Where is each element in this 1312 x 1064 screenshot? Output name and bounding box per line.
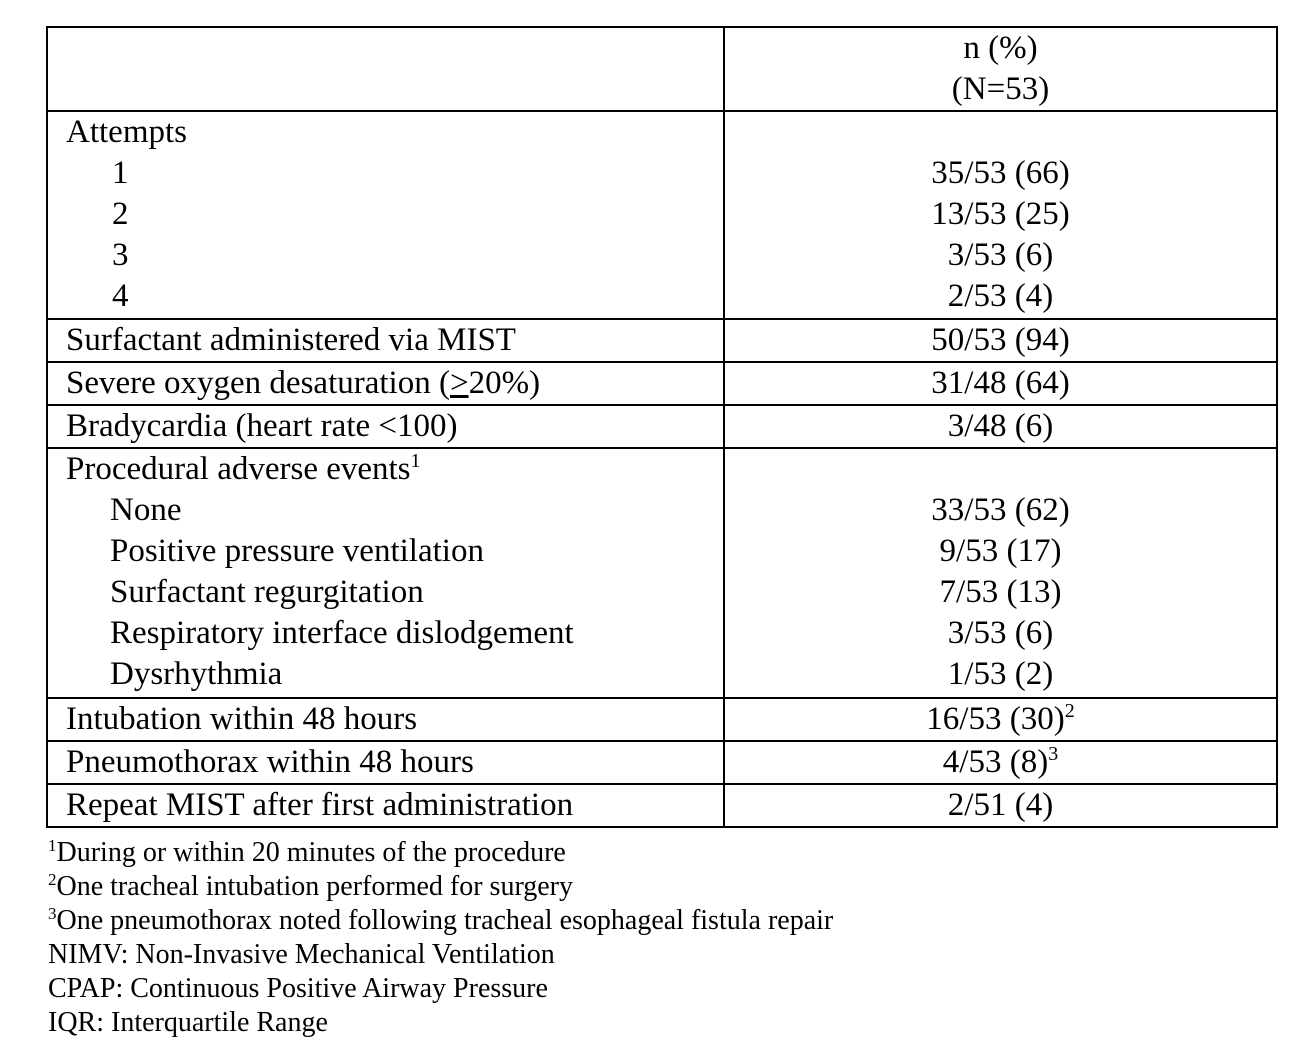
footnote-line xyxy=(48,836,833,870)
header-n-percent xyxy=(724,27,1277,111)
results-table xyxy=(46,26,1278,828)
footnote-mark: 3 xyxy=(48,904,57,923)
attempt-value: 35/53 (66) xyxy=(931,155,1070,191)
footnote-mark: 1 xyxy=(48,836,57,855)
attempt-label: 2 xyxy=(112,196,129,232)
abbreviation-text: NIMV: Non-Invasive Mechanical Ventilation xyxy=(48,939,555,970)
header-line-2: (N=53) xyxy=(951,71,1050,107)
intubation-row xyxy=(47,698,1277,741)
attempts-label-cell xyxy=(47,111,724,319)
header-row xyxy=(47,27,1277,111)
adverse-heading-text: Procedural adverse events xyxy=(66,451,411,487)
attempt-value: 3/53 (6) xyxy=(947,237,1054,273)
attempt-label: 3 xyxy=(112,237,129,273)
intubation-value: 16/53 (30) xyxy=(926,701,1065,737)
desaturation-row xyxy=(47,362,1277,405)
attempts-value-cell xyxy=(724,111,1277,319)
attempt-label: 1 xyxy=(112,155,129,191)
intubation-label: Intubation within 48 hours xyxy=(47,698,724,741)
desaturation-label-pre: Severe oxygen desaturation ( xyxy=(66,365,450,401)
attempts-heading-spacer xyxy=(725,112,1276,153)
adverse-item-label: Surfactant regurgitation xyxy=(110,574,424,610)
adverse-item-value: 33/53 (62) xyxy=(931,492,1070,528)
surfactant-value: 50/53 (94) xyxy=(724,319,1277,362)
adverse-item-value: 7/53 (13) xyxy=(939,574,1062,610)
abbreviation-line xyxy=(48,972,833,1006)
attempt-value: 2/53 (4) xyxy=(947,278,1054,314)
adverse-heading-spacer xyxy=(725,449,1276,490)
adverse-footnote-mark: 1 xyxy=(410,450,421,472)
adverse-heading xyxy=(66,449,723,490)
pneumothorax-footnote-mark: 3 xyxy=(1048,743,1059,765)
desaturation-label-mark: > xyxy=(449,365,469,401)
footnote-line xyxy=(48,904,833,938)
adverse-value-cell xyxy=(724,448,1277,698)
footnote-mark: 2 xyxy=(48,870,57,889)
adverse-item-label: Positive pressure ventilation xyxy=(110,533,484,569)
desaturation-label xyxy=(47,362,724,405)
adverse-events-row xyxy=(47,448,1277,698)
bradycardia-value: 3/48 (6) xyxy=(724,405,1277,448)
adverse-item-label: Respiratory interface dislodgement xyxy=(110,615,574,651)
attempts-row xyxy=(47,111,1277,319)
table-footnotes xyxy=(48,836,833,1040)
attempts-heading: Attempts xyxy=(66,114,187,150)
desaturation-value: 31/48 (64) xyxy=(724,362,1277,405)
adverse-item-value: 1/53 (2) xyxy=(947,656,1054,692)
abbreviation-line xyxy=(48,938,833,972)
pneumothorax-value: 4/53 (8) xyxy=(942,744,1049,780)
footnote-text: During or within 20 minutes of the procedure xyxy=(56,837,566,868)
adverse-item-value: 9/53 (17) xyxy=(939,533,1062,569)
attempt-value: 13/53 (25) xyxy=(931,196,1070,232)
adverse-label-cell xyxy=(47,448,724,698)
intubation-value-cell xyxy=(724,698,1277,741)
bradycardia-label: Bradycardia (heart rate <100) xyxy=(47,405,724,448)
adverse-item-label: None xyxy=(110,492,182,528)
surfactant-label: Surfactant administered via MIST xyxy=(47,319,724,362)
header-empty-cell xyxy=(47,27,724,111)
pneumothorax-row xyxy=(47,741,1277,784)
pneumothorax-value-cell xyxy=(724,741,1277,784)
desaturation-label-post: 20%) xyxy=(468,365,541,401)
header-line-1: n (%) xyxy=(963,30,1038,66)
abbreviation-line xyxy=(48,1006,833,1040)
adverse-item-label: Dysrhythmia xyxy=(110,656,283,692)
repeat-mist-row xyxy=(47,784,1277,827)
bradycardia-row xyxy=(47,405,1277,448)
surfactant-row xyxy=(47,319,1277,362)
repeat-mist-label: Repeat MIST after first administration xyxy=(47,784,724,827)
footnote-line xyxy=(48,870,833,904)
abbreviation-text: CPAP: Continuous Positive Airway Pressure xyxy=(48,973,548,1004)
repeat-mist-value: 2/51 (4) xyxy=(724,784,1277,827)
adverse-item-value: 3/53 (6) xyxy=(947,615,1054,651)
pneumothorax-label: Pneumothorax within 48 hours xyxy=(47,741,724,784)
abbreviation-text: IQR: Interquartile Range xyxy=(48,1007,328,1038)
attempt-label: 4 xyxy=(112,278,129,314)
intubation-footnote-mark: 2 xyxy=(1064,700,1075,722)
footnote-text: One tracheal intubation performed for surgery xyxy=(56,871,574,902)
footnote-text: One pneumothorax noted following tracheal esophageal fistula repair xyxy=(56,905,834,936)
